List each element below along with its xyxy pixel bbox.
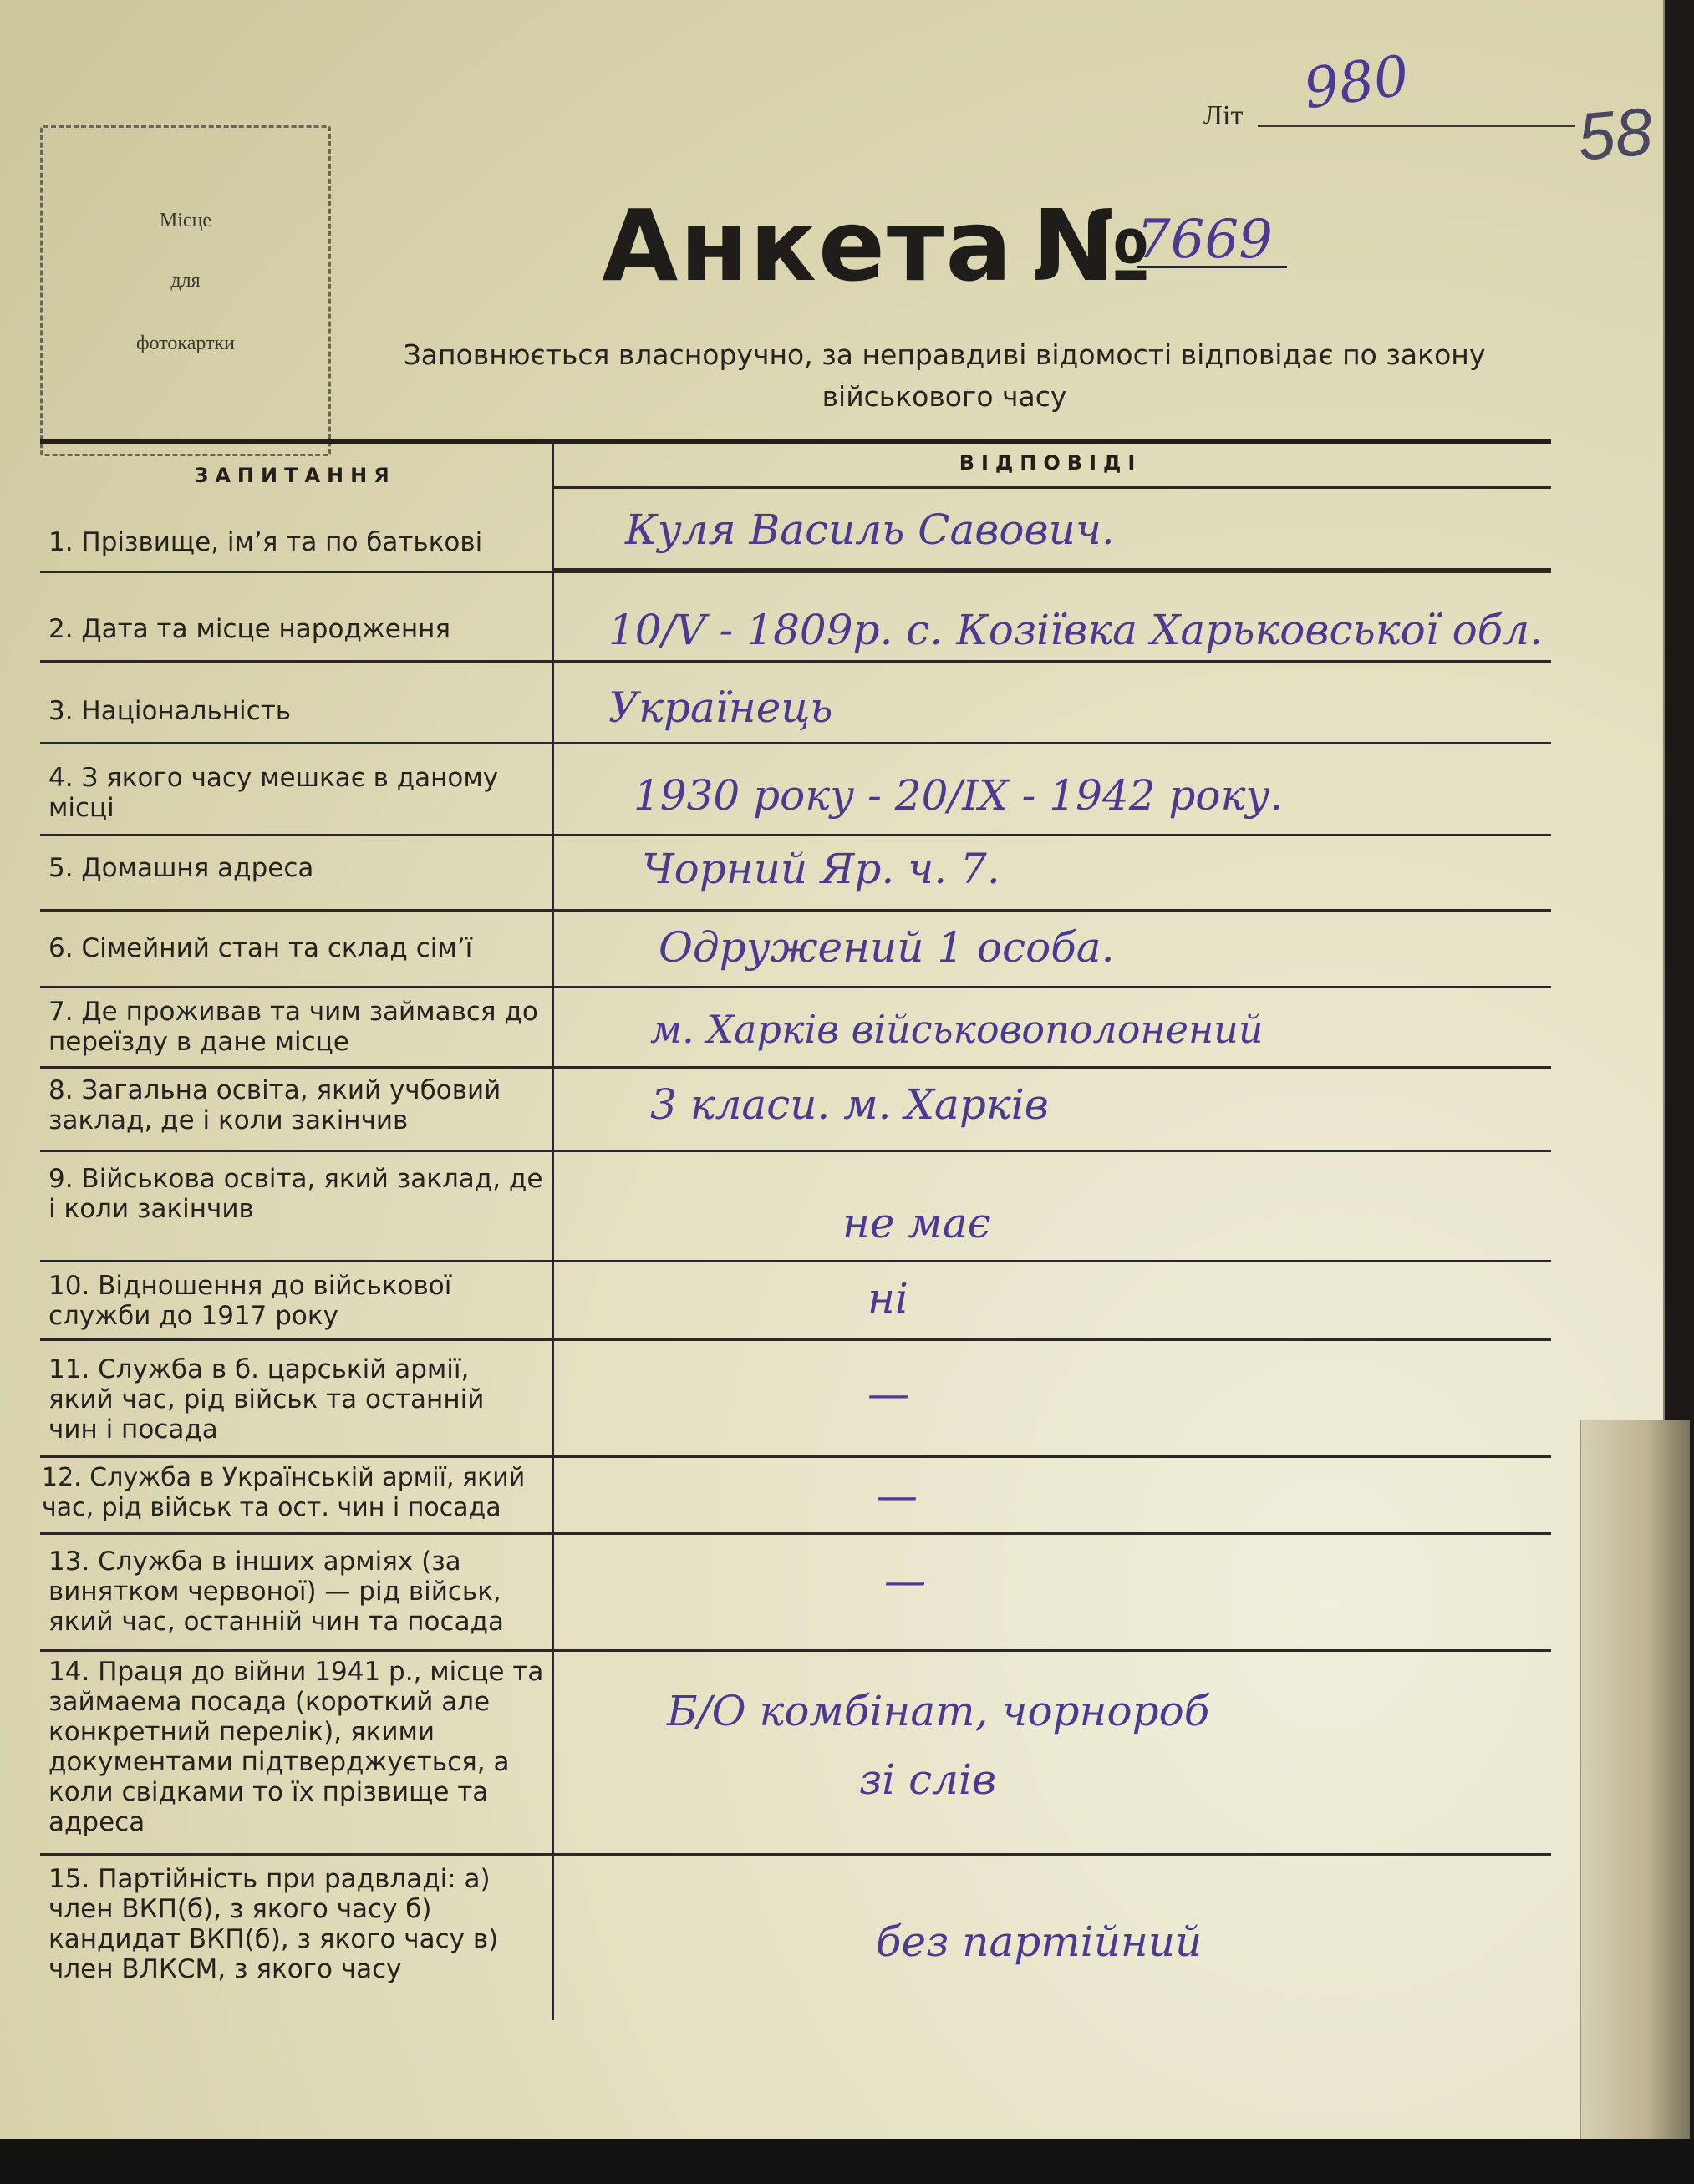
question-text: 13. Служба в інших арміях (за винятком червоної) — рід військ, який час, останній чин та посада — [48, 1547, 504, 1637]
answer-text: Чорний Яр. ч. 7. — [642, 845, 1000, 893]
answer-text: без партійний — [876, 1917, 1203, 1966]
answer-text: не має — [842, 1199, 991, 1247]
table-row — [40, 988, 1551, 1069]
answer-text: Куля Василь Савович. — [625, 505, 1115, 554]
paper-edge — [1580, 1420, 1690, 2156]
table-row — [40, 1069, 1551, 1152]
photo-placeholder-line3: фотокартки — [135, 333, 236, 354]
question-text: 5. Домашня адреса — [48, 853, 314, 883]
question-text: 2. Дата та місце народження — [48, 614, 451, 644]
question-text: 9. Військова освіта, який заклад, де і коли закінчив — [48, 1164, 543, 1224]
corner-number: 58 — [1574, 94, 1656, 175]
form-number: 7669 — [1137, 209, 1273, 271]
answer-text: Українець — [608, 683, 833, 732]
table-row — [40, 744, 1551, 836]
table-row — [40, 1341, 1551, 1458]
form-subtitle: Заповнюється власноручно, за неправдиві відомості відповідає по закону військового часу — [403, 338, 1486, 413]
photo-placeholder-line2: для — [170, 270, 201, 292]
table-row — [40, 489, 1551, 571]
question-text: 7. Де проживав та чим займався до переїзду в дане місце — [48, 997, 538, 1057]
question-text: 8. Загальна освіта, який учбовий заклад, де і коли закінчив — [48, 1075, 501, 1135]
answer-text: 10/V - 1809р. с. Козіївка Харьковської обл. — [608, 606, 1543, 654]
table-row — [40, 1458, 1551, 1535]
header-rule — [40, 439, 1551, 444]
form-number-underline — [1137, 266, 1287, 268]
answer-text: 1930 року - 20/IX - 1942 року. — [633, 771, 1284, 820]
photo-placeholder-box — [40, 125, 331, 456]
answer-text: — — [876, 1471, 918, 1520]
lit-underline — [1258, 125, 1575, 127]
table-row — [40, 1652, 1551, 1856]
header-questions: ЗАПИТАННЯ — [194, 464, 396, 487]
answer-text: Б/О комбінат, чорнороб — [667, 1687, 1210, 1735]
lit-label: Літ — [1203, 100, 1244, 131]
answer-text: ні — [867, 1274, 908, 1323]
table-row — [40, 579, 1551, 663]
answer-text: Одружений 1 особа. — [659, 923, 1115, 972]
question-text: 4. З якого часу мешкає в даному місці — [48, 763, 499, 823]
table-row — [40, 1856, 1551, 2014]
row-rule — [40, 571, 1551, 579]
question-text: 14. Праця до війни 1941 р., місце та займаема посада (короткий але конкретний перелік), якими документами підтверджується, а коли свідками то їх прізвище та адреса — [48, 1657, 544, 1837]
answer-text-continued: зі слів — [859, 1755, 997, 1804]
table-row — [40, 836, 1551, 912]
table-row — [40, 912, 1551, 988]
question-text: 15. Партійність при радвладі: а) член ВКП(б), з якого часу б) кандидат ВКП(б), з якого часу в) член ВЛКСМ, з якого часу — [48, 1864, 499, 1984]
question-text: 10. Відношення до військової служби до 1917 року — [48, 1271, 452, 1331]
row-rule-wrap — [40, 571, 1551, 579]
table-row — [40, 663, 1551, 744]
photo-placeholder-line1: Місце — [159, 210, 212, 231]
table-row — [40, 1262, 1551, 1341]
header-answers: ВІДПОВІДІ — [959, 451, 1142, 475]
question-text: 11. Служба в б. царській армії, який час, рід військ та останній чин і посада — [48, 1354, 485, 1445]
table-row — [40, 1535, 1551, 1652]
background-strip — [0, 2139, 1694, 2184]
table-row — [40, 1152, 1551, 1262]
answer-text: 3 класи. м. Харків — [650, 1080, 1049, 1129]
form-title: Анкета — [602, 188, 1014, 303]
number-sign: № — [1032, 188, 1151, 303]
question-text: 6. Сімейний стан та склад сім’ї — [48, 933, 473, 963]
answer-text: — — [867, 1369, 909, 1418]
question-text: 1. Прізвище, ім’я та по батькові — [48, 527, 483, 557]
question-text: 12. Служба в Українській армії, який час, рід військ та ост. чин і посада — [42, 1463, 526, 1522]
lit-value: 980 — [1300, 43, 1413, 122]
answer-text: м. Харків військовополонений — [650, 1007, 1264, 1052]
question-text: 3. Національність — [48, 696, 292, 726]
answer-text: — — [884, 1557, 926, 1605]
